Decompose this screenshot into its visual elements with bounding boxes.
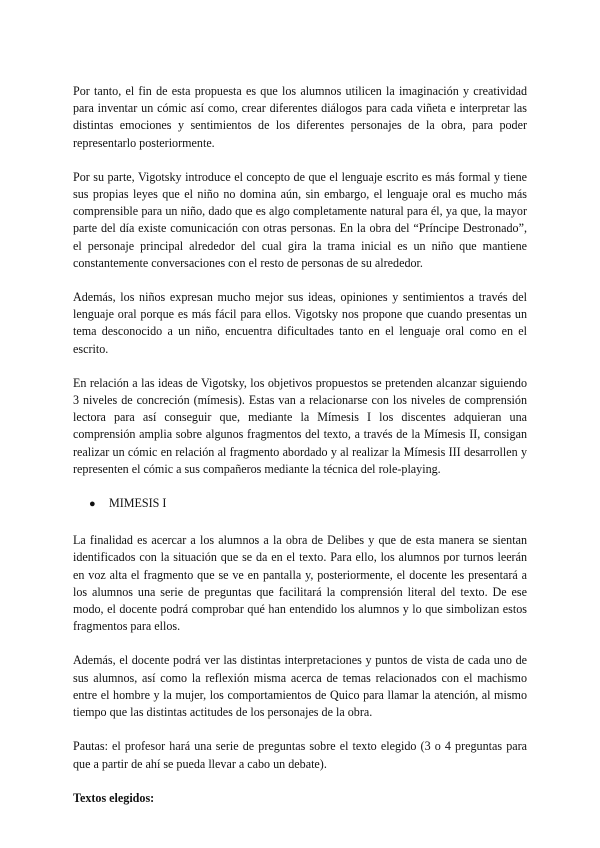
paragraph-guidelines: Pautas: el profesor hará una serie de preguntas sobre el texto elegido (3 o 4 preguntas para que a partir de ahí se pueda llevar a cabo un debate).	[73, 739, 527, 771]
bullet-item-mimesis-i	[89, 495, 527, 513]
bullet-icon: ●	[89, 498, 96, 511]
section-heading-textos-elegidos: Textos elegidos:	[73, 790, 155, 805]
paragraph-teacher-observation: Además, el docente podrá ver las distintas interpretaciones y puntos de vista de cada uno de sus alumnos, así como la reflexión misma acerca de temas relacionados con el machismo entre el hombre y la mujer, los comportamientos de Quico para llamar la atención, al mismo tiempo que las distintas actitudes de los personajes de la obra.	[73, 653, 527, 720]
document-body	[73, 83, 527, 807]
paragraph-proposal-purpose: Por tanto, el fin de esta propuesta es que los alumnos utilicen la imaginación y creatividad para inventar un cómic así como, crear diferentes diálogos para cada viñeta e interpretar las distintas emociones y sentimientos de los diferentes personajes de la obra, para poder representarlo posteriormente.	[73, 84, 527, 150]
paragraph-vigotsky-language: Por su parte, Vigotsky introduce el concepto de que el lenguaje escrito es más formal y tiene sus propias leyes que el niño no domina aún, sin embargo, el lenguaje oral es mucho más comprensible para un niño, dado que es algo completamente natural para él, ya que, la mayor parte del día existe comunicación con otras personas. En la obra del “Príncipe Destronado”, el personaje principal alrededor del cual gira la trama inicial es un niño que mantiene constantemente conversaciones con el resto de personas de su alrededor.	[73, 169, 527, 270]
paragraph-oral-language: Además, los niños expresan mucho mejor sus ideas, opiniones y sentimientos a través del lenguaje oral porque es más fácil para ellos. Vigotsky nos propone que cuando presentas un tema desconocido a un niño, encuentra dificultades tanto en el lenguaje oral como en el escrito.	[73, 290, 527, 356]
paragraph-mimesis-levels: En relación a las ideas de Vigotsky, los objetivos propuestos se pretenden alcanzar siguiendo 3 niveles de concreción (mímesis). Estas van a relacionarse con los niveles de comprensión lectora para así conseguir que, mediante la Mímesis I los discentes adquieran una comprensión amplia sobre algunos fragmentos del texto, a través de la Mímesis II, consigan realizar un cómic en relación al fragmento abordado y al realizar la Mímesis III desarrollen y representen el cómic a sus compañeros mediante la técnica del role-playing.	[73, 375, 527, 476]
paragraph-mimesis-goal: La finalidad es acercar a los alumnos a la obra de Delibes y que de esta manera se sientan identificados con la situación que se da en el texto. Para ello, los alumnos por turnos leerán en voz alta el fragmento que se ve en pantalla y, posteriormente, el docente les presentará a los alumnos una serie de preguntas que facilitará la comprensión literal del texto. De ese modo, el docente podrá comprobar qué han entendido los alumnos y lo que simbolizan estos fragmentos para ellos.	[73, 533, 527, 634]
bullet-label: MIMESIS I	[109, 496, 167, 511]
